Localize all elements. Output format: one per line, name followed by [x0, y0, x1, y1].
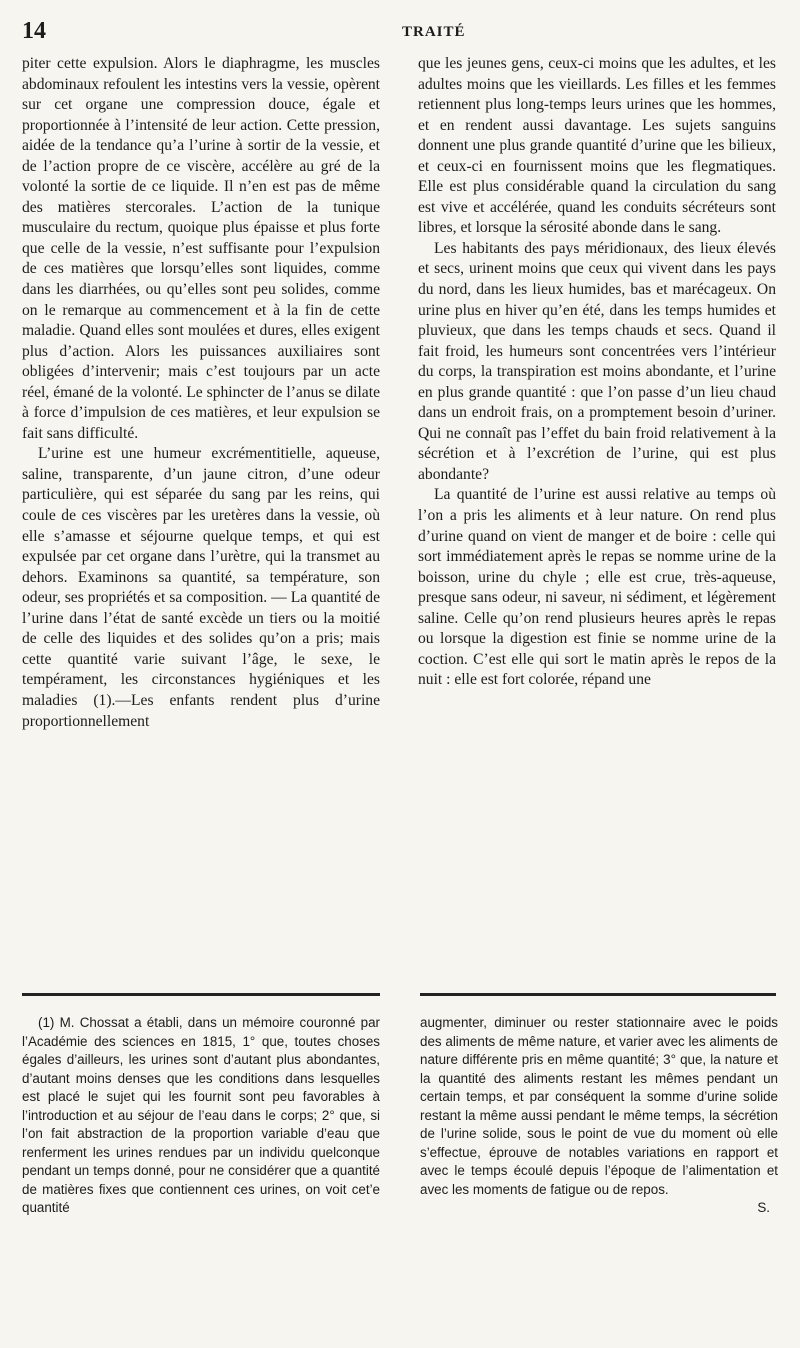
footnote-divider-left	[22, 993, 380, 996]
right-paragraph-2: Les habitants des pays méridionaux, des lieux élevés et secs, urinent moins que ceux qui vivent dans les pays du nord, dans les lieux humides, bas et marécageux. On urine plus en hiver qu’en été, dans les temps humides et pluvieux, que dans les temps chauds et secs. Quand il fait froid, les humeurs sont concentrées vers l’intérieur du corps, la transpiration est moins abondante, et l’urine en plus grande quantité : que l’on passe d’un lieu chaud dans un endroit frais, on a promptement besoin d’uriner. Qui ne connaît pas l’effet du bain froid relativement à la sécrétion et à l’excrétion de l’urine, qui est plus abondante?	[418, 239, 776, 483]
footnote-text-right: augmenter, diminuer ou rester stationnaire avec le poids des aliments de même nature, et varier avec les aliments de nature différente pris en même quantité; 3° que, la nature et la quantité des aliments restant les mêmes pendant un certain temps, et par conséquent la somme d’urine solide restant la même aussi pendant le même temps, la sécrétion de l’urine solide, sous le point de vue du moment où elle s’effectue, éprouve de notables variations en rapport et avec le temps écoulé depuis l’époque de l’alimentation et avec les moments de fatigue ou de repos.	[420, 1015, 778, 1197]
page-header	[22, 18, 778, 48]
right-paragraph-1: que les jeunes gens, ceux-ci moins que les adultes, et les adultes moins que les vieillards. Les filles et les femmes retiennent plus long-temps leurs urines que les hommes, et en rendent aussi davantage. Les sujets sanguins donnent une plus grande quantité d’urine que les bilieux, et ceux-ci en fournissent moins que les flegmatiques. Elle est plus considérable quand la circulation du sang est vive et accélérée, quand les conduits sécréteurs sont libres, et lorsque la sérosité abonde dans le sang.	[418, 55, 776, 237]
footnote-text-left: (1) M. Chossat a établi, dans un mémoire couronné par l’Académie des sciences en 1815, 1° que, toutes choses égales d’ailleurs, les urines sont d’autant plus abondantes, d’autant moins denses que les conditions dans lesquelles est placé le sujet qui les fournit sont peu favorables à l’introduction et au séjour de l’eau dans le corps; 2° que, si l’on fait abstraction de la proportion variable d’eau que renferment les urines rendues par un individu quelconque pendant un temps donné, pour ne considérer que a quantité de matières fixes que contiennent ces urines, on voit cet’e quantité	[22, 1015, 380, 1215]
left-column	[22, 54, 380, 732]
footnote-right	[420, 1014, 778, 1218]
running-head: TRAITÉ	[402, 24, 466, 40]
left-paragraph-1: piter cette expulsion. Alors le diaphragme, les muscles abdominaux refoulent les intestins vers la vessie, opèrent sur cet organe une compression douce, égale et proportionnée à l’intensité de leur action. Cette pression, aidée de la tendance qu’a l’urine à sortir de la vessie, et de l’action propre de ce viscère, accélère au gré de la volonté la sortie de ce liquide. Il n’en est pas de même des matières stercorales. L’action de la tunique musculaire du rectum, quoique plus épaisse et plus forte que celle de la vessie, n’est suffisante pour l’expulsion de ces matières que lorsqu’elles sont liquides, comme dans les diarrhées, ou qu’elles sont peu solides, comme on le remarque au commencement et à la fin de cette maladie. Quand elles sont moulées et dures, elles exigent plus d’action. Alors les puissances auxiliaires sont obligées d’intervenir; mais c’est toujours par un acte réel, émané de la volonté. Le sphincter de l’anus se dilate à force d’impulsion de ces matières, et leur expulsion se fait sans difficulté.	[22, 55, 380, 442]
page-number: 14	[22, 18, 46, 44]
left-paragraph-2: L’urine est une humeur excrémentitielle, aqueuse, saline, transparente, d’un jaune citron, d’une odeur particulière, qui est séparée du sang par les reins, qui coule de ces viscères par les uretères dans la vessie, où elle s’amasse et séjourne quelque temps, et qui est expulsée par cet organe dans l’urètre, qui la transmet au dehors. Examinons sa quantité, sa température, son odeur, ses propriétés et sa composition. — La quantité de l’urine dans l’état de santé excède un tiers ou la moitié de celle des liquides et des solides qu’on a pris; mais cette quantité varie suivant l’âge, le sexe, le tempérament, les circonstances hygiéniques et les maladies (1).—Les enfants rendent plus d’urine proportionnellement	[22, 445, 380, 730]
footnote-left	[22, 1014, 380, 1218]
right-column	[418, 54, 776, 691]
right-paragraph-3: La quantité de l’urine est aussi relative au temps où l’on a pris les aliments et à leur nature. On rend plus d’urine quand on vient de manger et de boire : celle qui sort immédiatement après le repas se nomme urine de la boisson, urine du chyle ; elle est crue, très-aqueuse, presque sans odeur, ni saveur, ni sédiment, et légèrement saline. Celle qu’on rend plusieurs heures après le repas ou lorsque la digestion est finie se nomme urine de la coction. C’est elle qui sort le matin après le repos de la nuit : elle est fort colorée, répand une	[418, 486, 776, 689]
footnote-divider-right	[420, 993, 776, 996]
footnote-signature: S.	[757, 1200, 770, 1215]
